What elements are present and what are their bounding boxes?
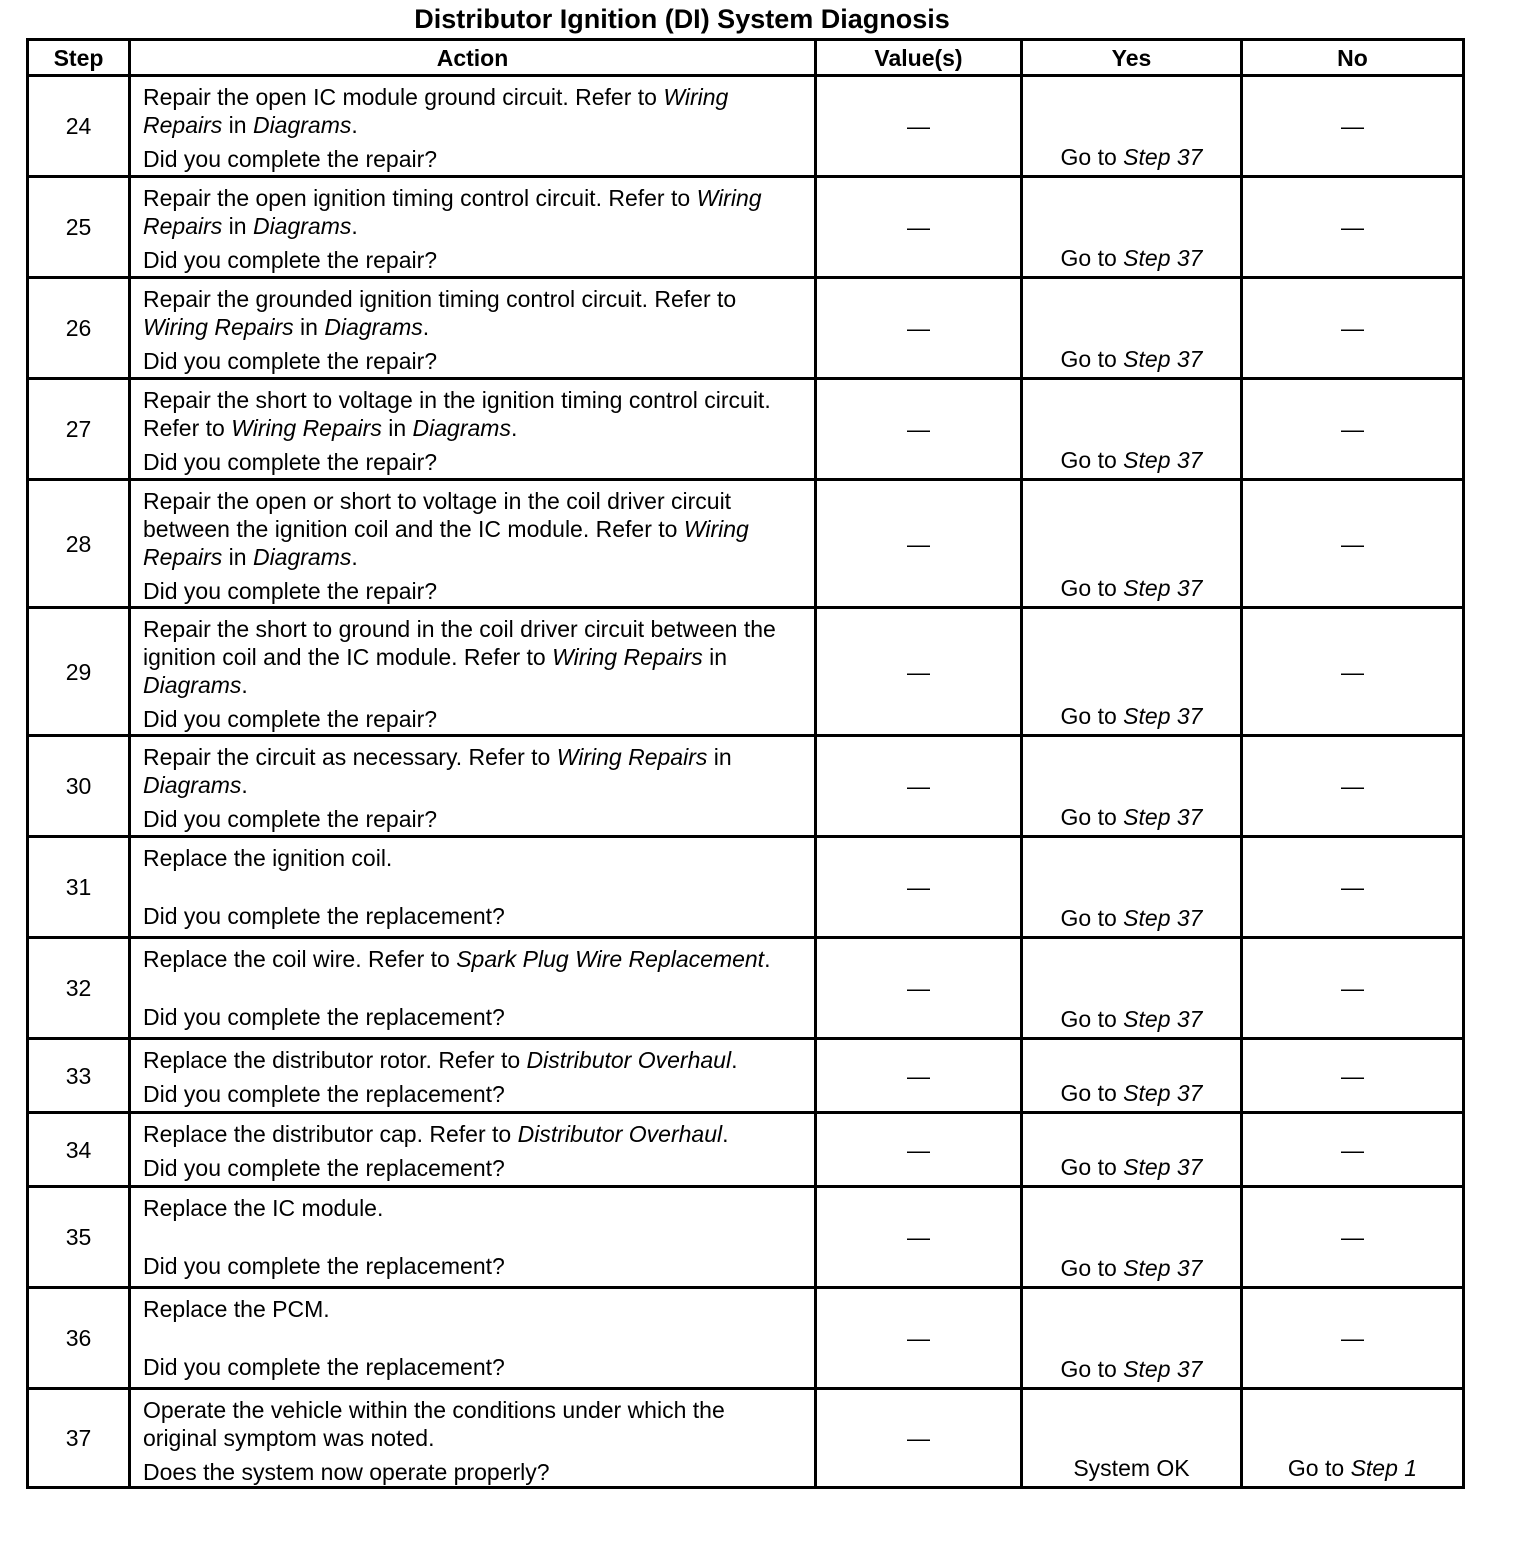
instruction-text: . — [731, 1047, 738, 1073]
instruction-text: Replace the IC module. — [143, 1195, 384, 1221]
table-row — [28, 177, 1464, 278]
table-row — [28, 76, 1464, 177]
yes-italic-text: Step 37 — [1123, 804, 1203, 830]
value-cell: — — [816, 278, 1022, 379]
instruction-text: . — [351, 544, 358, 570]
value-cell: — — [816, 379, 1022, 480]
action-question: Did you complete the repair? — [143, 449, 438, 475]
step-number: 35 — [28, 1187, 130, 1288]
instruction-text: . — [722, 1121, 729, 1147]
instruction-italic-text: Diagrams — [252, 112, 352, 138]
yes-cell — [1022, 379, 1242, 480]
yes-cell — [1022, 837, 1242, 938]
instruction-text: . — [764, 946, 771, 972]
no-cell — [1242, 379, 1464, 480]
instruction-text: Repair the short to voltage in the ignition timing control circuit. Refer to — [143, 387, 771, 441]
step-number: 36 — [28, 1288, 130, 1389]
instruction-text: in — [222, 544, 253, 570]
yes-cell — [1022, 736, 1242, 837]
instruction-italic-text: Wiring Repairs — [143, 516, 749, 570]
action-instruction — [143, 386, 804, 442]
table-row — [28, 938, 1464, 1039]
instruction-italic-text: Diagrams — [143, 772, 242, 798]
action-question: Did you complete the repair? — [143, 578, 438, 604]
column-header-action: Action — [130, 40, 816, 76]
value-cell: — — [816, 1113, 1022, 1187]
action-question: Did you complete the repair? — [143, 247, 438, 273]
no-cell — [1242, 837, 1464, 938]
instruction-text: in — [222, 213, 253, 239]
yes-italic-text: Step 37 — [1123, 1154, 1203, 1180]
no-cell — [1242, 76, 1464, 177]
action-instruction — [143, 615, 804, 699]
instruction-text: in — [702, 644, 728, 670]
value-cell: — — [816, 76, 1022, 177]
instruction-text: Repair the circuit as necessary. Refer to — [143, 744, 557, 770]
table-row — [28, 278, 1464, 379]
value-cell: — — [816, 177, 1022, 278]
yes-cell — [1022, 1187, 1242, 1288]
action-cell — [130, 736, 816, 837]
yes-italic-text: Step 37 — [1123, 905, 1203, 931]
no-text: — — [1341, 214, 1364, 240]
yes-text: Go to — [1060, 447, 1124, 473]
step-number: 32 — [28, 938, 130, 1039]
step-number: 33 — [28, 1039, 130, 1113]
value-cell: — — [816, 736, 1022, 837]
yes-text: Go to — [1060, 346, 1124, 372]
instruction-text: . — [510, 415, 518, 441]
action-question: Did you complete the repair? — [143, 348, 438, 374]
action-question: Did you complete the replacement? — [143, 903, 505, 929]
instruction-text: . — [351, 112, 358, 138]
value-cell: — — [816, 480, 1022, 608]
column-header-yes: Yes — [1022, 40, 1242, 76]
action-question: Does the system now operate properly? — [143, 1459, 550, 1485]
table-row — [28, 736, 1464, 837]
action-cell — [130, 1187, 816, 1288]
yes-text: Go to — [1060, 1080, 1124, 1106]
no-text: — — [1341, 975, 1364, 1001]
instruction-italic-text: Diagrams — [412, 415, 511, 441]
instruction-italic-text: Wiring Repairs — [552, 644, 703, 670]
instruction-text: Repair the open IC module ground circuit. Refer to — [143, 84, 664, 110]
instruction-italic-text: Diagrams — [252, 213, 352, 239]
instruction-text: . — [351, 213, 358, 239]
instruction-text: Repair the grounded ignition timing control circuit. Refer to — [143, 286, 737, 312]
no-text: — — [1341, 874, 1364, 900]
yes-cell — [1022, 177, 1242, 278]
table-header-row — [28, 40, 1464, 76]
yes-text: Go to — [1060, 575, 1124, 601]
action-instruction — [143, 1295, 804, 1323]
instruction-italic-text: Distributor Overhaul — [517, 1121, 723, 1147]
yes-cell — [1022, 938, 1242, 1039]
yes-italic-text: Step 37 — [1123, 1080, 1203, 1106]
step-number: 29 — [28, 608, 130, 736]
no-italic-text: Step 1 — [1350, 1455, 1418, 1481]
action-cell — [130, 480, 816, 608]
action-cell — [130, 278, 816, 379]
yes-italic-text: Step 37 — [1123, 346, 1203, 372]
table-body — [28, 76, 1464, 1488]
no-text: — — [1341, 1136, 1364, 1163]
yes-cell — [1022, 76, 1242, 177]
action-question: Did you complete the repair? — [143, 706, 438, 732]
yes-italic-text: Step 37 — [1123, 144, 1203, 170]
instruction-text: Repair the short to ground in the coil driver circuit between the ignition coil and the IC module. Refer to — [143, 616, 776, 670]
diagnosis-table — [26, 38, 1465, 1489]
yes-italic-text: Step 37 — [1123, 703, 1203, 729]
table-row — [28, 1187, 1464, 1288]
table-row — [28, 379, 1464, 480]
instruction-italic-text: Diagrams — [324, 314, 423, 340]
no-text: — — [1341, 773, 1364, 799]
step-number: 37 — [28, 1389, 130, 1488]
action-cell — [130, 1039, 816, 1113]
action-question: Did you complete the replacement? — [143, 1155, 505, 1181]
action-cell — [130, 379, 816, 480]
yes-cell — [1022, 1039, 1242, 1113]
action-cell — [130, 608, 816, 736]
action-cell — [130, 177, 816, 278]
instruction-italic-text: Distributor Overhaul — [526, 1047, 732, 1073]
yes-text: Go to — [1060, 144, 1124, 170]
table-row — [28, 1389, 1464, 1488]
instruction-text: in — [222, 112, 253, 138]
action-instruction — [143, 1396, 804, 1452]
no-cell — [1242, 1389, 1464, 1488]
table-row — [28, 608, 1464, 736]
table-row — [28, 480, 1464, 608]
no-text: — — [1341, 1224, 1364, 1250]
page-title: Distributor Ignition (DI) System Diagnosis — [414, 4, 950, 34]
yes-cell — [1022, 278, 1242, 379]
instruction-italic-text: Diagrams — [252, 544, 352, 570]
action-question: Did you complete the replacement? — [143, 1081, 505, 1107]
yes-text: Go to — [1060, 905, 1124, 931]
action-instruction — [143, 743, 804, 799]
no-text: — — [1341, 658, 1364, 685]
action-cell — [130, 1389, 816, 1488]
value-cell: — — [816, 608, 1022, 736]
no-cell — [1242, 608, 1464, 736]
column-header-value: Value(s) — [816, 40, 1022, 76]
yes-text: Go to — [1060, 703, 1124, 729]
step-number: 27 — [28, 379, 130, 480]
instruction-text: Repair the open ignition timing control circuit. Refer to — [143, 185, 697, 211]
instruction-italic-text: Wiring Repairs — [231, 415, 382, 441]
value-cell: — — [816, 1187, 1022, 1288]
action-instruction — [143, 1046, 804, 1074]
table-row — [28, 1039, 1464, 1113]
no-text: — — [1341, 113, 1364, 139]
yes-text: Go to — [1060, 1006, 1124, 1032]
table-row — [28, 1113, 1464, 1187]
yes-cell — [1022, 608, 1242, 736]
table-row — [28, 837, 1464, 938]
yes-italic-text: Step 37 — [1123, 1255, 1203, 1281]
instruction-text: Replace the PCM. — [143, 1296, 330, 1322]
step-number: 28 — [28, 480, 130, 608]
no-text: — — [1341, 530, 1364, 557]
step-number: 34 — [28, 1113, 130, 1187]
action-question: Did you complete the replacement? — [143, 1253, 505, 1279]
no-cell — [1242, 736, 1464, 837]
action-instruction — [143, 83, 804, 139]
instruction-italic-text: Wiring Repairs — [556, 744, 708, 770]
no-text: — — [1341, 416, 1364, 442]
step-number: 24 — [28, 76, 130, 177]
yes-text: Go to — [1060, 245, 1124, 271]
action-cell — [130, 76, 816, 177]
no-cell — [1242, 278, 1464, 379]
instruction-text: Replace the ignition coil. — [143, 845, 393, 871]
value-cell: — — [816, 938, 1022, 1039]
no-text: — — [1341, 315, 1364, 341]
column-header-step: Step — [28, 40, 130, 76]
instruction-italic-text: Wiring Repairs — [143, 185, 762, 239]
value-cell: — — [816, 1288, 1022, 1389]
action-question: Did you complete the replacement? — [143, 1004, 505, 1030]
yes-text: Go to — [1060, 1356, 1124, 1382]
instruction-text: . — [241, 672, 248, 698]
yes-italic-text: Step 37 — [1123, 1356, 1203, 1382]
yes-text: System OK — [1073, 1455, 1190, 1481]
instruction-italic-text: Spark Plug Wire Replacement — [456, 946, 765, 972]
action-cell — [130, 1288, 816, 1389]
instruction-text: Operate the vehicle within the conditions under which the original symptom was noted. — [143, 1397, 725, 1451]
action-question: Did you complete the replacement? — [143, 1354, 505, 1380]
action-instruction — [143, 945, 804, 973]
instruction-text: . — [241, 772, 248, 798]
action-cell — [130, 938, 816, 1039]
instruction-text: Replace the coil wire. Refer to — [143, 946, 457, 972]
action-instruction — [143, 184, 804, 240]
no-cell — [1242, 1113, 1464, 1187]
step-number: 31 — [28, 837, 130, 938]
action-instruction — [143, 1194, 804, 1222]
yes-cell — [1022, 480, 1242, 608]
action-instruction — [143, 487, 804, 571]
instruction-text: in — [293, 314, 325, 340]
no-cell — [1242, 938, 1464, 1039]
yes-cell — [1022, 1288, 1242, 1389]
action-question: Did you complete the repair? — [143, 146, 438, 172]
no-cell — [1242, 1187, 1464, 1288]
action-instruction — [143, 285, 804, 341]
yes-text: Go to — [1060, 804, 1124, 830]
no-cell — [1242, 1039, 1464, 1113]
step-number: 30 — [28, 736, 130, 837]
action-cell — [130, 1113, 816, 1187]
yes-italic-text: Step 37 — [1123, 1006, 1203, 1032]
yes-text: Go to — [1060, 1154, 1124, 1180]
action-instruction — [143, 1120, 804, 1148]
no-cell — [1242, 1288, 1464, 1389]
value-cell: — — [816, 1389, 1022, 1488]
no-text: Go to — [1287, 1455, 1351, 1481]
instruction-text: Replace the distributor cap. Refer to — [143, 1121, 518, 1147]
column-header-no: No — [1242, 40, 1464, 76]
no-text: — — [1341, 1325, 1364, 1351]
value-cell: — — [816, 1039, 1022, 1113]
instruction-italic-text: Wiring Repairs — [143, 314, 294, 340]
instruction-italic-text: Diagrams — [143, 672, 242, 698]
step-number: 26 — [28, 278, 130, 379]
table-row — [28, 1288, 1464, 1389]
instruction-text: . — [422, 314, 430, 340]
instruction-text: in — [707, 744, 732, 770]
yes-italic-text: Step 37 — [1123, 245, 1203, 271]
action-question: Did you complete the repair? — [143, 806, 438, 832]
instruction-text: Replace the distributor rotor. Refer to — [143, 1047, 527, 1073]
value-cell: — — [816, 837, 1022, 938]
action-instruction — [143, 844, 804, 872]
yes-italic-text: Step 37 — [1123, 575, 1203, 601]
yes-text: Go to — [1060, 1255, 1124, 1281]
yes-italic-text: Step 37 — [1123, 447, 1203, 473]
instruction-italic-text: Wiring Repairs — [143, 84, 729, 138]
instruction-text: in — [381, 415, 413, 441]
no-cell — [1242, 480, 1464, 608]
no-text: — — [1341, 1062, 1364, 1089]
yes-cell — [1022, 1113, 1242, 1187]
instruction-text: Repair the open or short to voltage in the coil driver circuit between the ignition coil and the IC module. Refer to — [143, 488, 732, 542]
no-cell — [1242, 177, 1464, 278]
step-number: 25 — [28, 177, 130, 278]
action-cell — [130, 837, 816, 938]
yes-cell — [1022, 1389, 1242, 1488]
